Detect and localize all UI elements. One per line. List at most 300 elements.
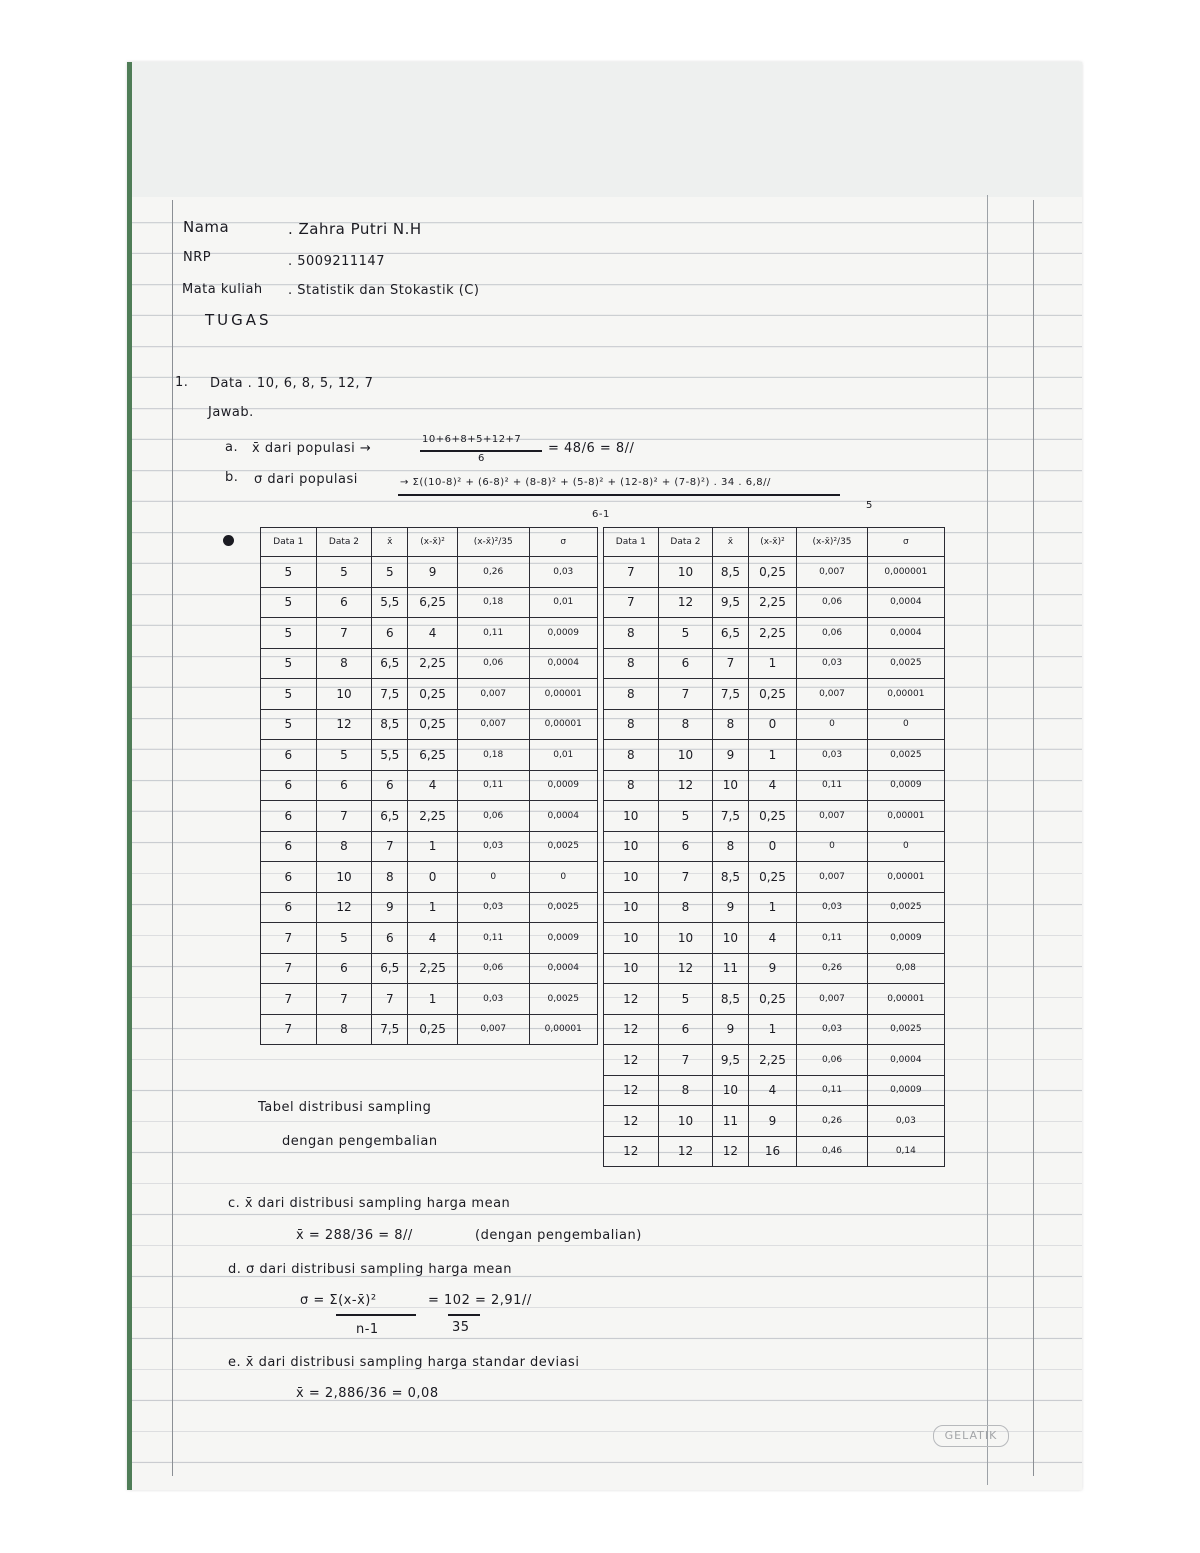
- table-cell: 0,25: [748, 557, 797, 588]
- table-cell: 0,007: [797, 984, 867, 1015]
- table-cell: 0: [867, 831, 944, 862]
- table-cell: 6: [261, 801, 317, 832]
- table-cell: 6,5: [372, 648, 408, 679]
- table-cell: 0,03: [797, 648, 867, 679]
- table-cell: 0,0025: [529, 984, 597, 1015]
- table-cell: 5: [261, 648, 317, 679]
- name-value: . Zahra Putri N.H: [288, 220, 422, 238]
- table-cell: 0,0004: [867, 1045, 944, 1076]
- table-row: [604, 709, 945, 740]
- table-cell: 5,5: [372, 587, 408, 618]
- table-row: [261, 862, 598, 893]
- table-cell: 6: [372, 923, 408, 954]
- table-cell: 5: [372, 557, 408, 588]
- table-cell: 12: [316, 709, 372, 740]
- table-cell: 0,007: [797, 862, 867, 893]
- column-header: Data 1: [604, 528, 659, 557]
- table-cell: 0,11: [797, 770, 867, 801]
- table-cell: 6,5: [372, 801, 408, 832]
- table-cell: 1: [748, 648, 797, 679]
- problem-number: 1.: [175, 375, 189, 390]
- table-cell: 6: [316, 587, 372, 618]
- table-cell: 6: [658, 648, 713, 679]
- table-cell: 0,25: [748, 801, 797, 832]
- table-cell: 9: [372, 892, 408, 923]
- part-b-numerator: → Σ((10-8)² + (6-8)² + (8-8)² + (5-8)² + (12-8)² + (7-8)²) . 34 . 6,8//: [400, 477, 771, 488]
- table-row: [604, 801, 945, 832]
- table-cell: 0,26: [797, 1106, 867, 1137]
- part-a-label: a.: [225, 440, 239, 455]
- table-cell: 9: [408, 557, 458, 588]
- table-cell: 0,0009: [529, 618, 597, 649]
- table-row: [604, 740, 945, 771]
- course-value: . Statistik dan Stokastik (C): [288, 283, 480, 298]
- table-cell: 7: [261, 923, 317, 954]
- table-cell: 6: [372, 618, 408, 649]
- part-d-result: = 102 = 2,91//: [428, 1293, 532, 1308]
- table-row: [604, 862, 945, 893]
- table-row: [261, 1014, 598, 1045]
- table-cell: 5: [316, 557, 372, 588]
- table-cell: 4: [748, 923, 797, 954]
- assignment-title: TUGAS: [205, 311, 272, 329]
- column-header: σ: [867, 528, 944, 557]
- table-cell: 0,007: [797, 679, 867, 710]
- table-cell: 0,0004: [529, 801, 597, 832]
- nrp-value: . 5009211147: [288, 254, 385, 269]
- table-cell: 10: [713, 770, 748, 801]
- nrp-label: NRP: [183, 250, 212, 265]
- table-cell: 0,0025: [867, 648, 944, 679]
- table-cell: 7: [658, 1045, 713, 1076]
- table-cell: 10: [604, 953, 659, 984]
- table-cell: 11: [713, 953, 748, 984]
- table-cell: 2,25: [408, 953, 458, 984]
- part-b-text: σ dari populasi: [254, 472, 358, 487]
- table-cell: 0,08: [867, 953, 944, 984]
- table-cell: 0,25: [408, 679, 458, 710]
- table-header-row: [261, 528, 598, 557]
- table-cell: 10: [658, 740, 713, 771]
- table-row: [604, 1045, 945, 1076]
- table-cell: 0,14: [867, 1136, 944, 1167]
- table-cell: 8: [658, 709, 713, 740]
- table-cell: 0: [457, 862, 529, 893]
- table-cell: 5,5: [372, 740, 408, 771]
- table-cell: 2,25: [748, 618, 797, 649]
- table-row: [604, 679, 945, 710]
- part-d-denominator-2: 35: [452, 1320, 470, 1335]
- table-cell: 0: [867, 709, 944, 740]
- table-cell: 10: [604, 892, 659, 923]
- table-cell: 12: [658, 770, 713, 801]
- table-cell: 8: [604, 740, 659, 771]
- table-row: [261, 923, 598, 954]
- table-cell: 7,5: [372, 679, 408, 710]
- table-cell: 0,06: [457, 648, 529, 679]
- table-row: [604, 892, 945, 923]
- table-cell: 0,03: [797, 1014, 867, 1045]
- table-cell: 6: [261, 831, 317, 862]
- table-row: [604, 984, 945, 1015]
- table-cell: 0,000001: [867, 557, 944, 588]
- answer-label: Jawab.: [208, 405, 254, 420]
- table-cell: 0,0004: [867, 587, 944, 618]
- table-cell: 7: [316, 984, 372, 1015]
- part-a-fraction-bar: [420, 450, 542, 452]
- table-cell: 7: [261, 984, 317, 1015]
- table-cell: 0,00001: [867, 679, 944, 710]
- table-cell: 0,11: [457, 923, 529, 954]
- bullet-point: [223, 535, 234, 546]
- table-cell: 0: [529, 862, 597, 893]
- table-cell: 0,0004: [867, 618, 944, 649]
- column-header: (x-x̄)²/35: [457, 528, 529, 557]
- table-cell: 0,00001: [867, 862, 944, 893]
- table-cell: 4: [408, 923, 458, 954]
- table-row: [261, 740, 598, 771]
- table-cell: 11: [713, 1106, 748, 1137]
- problem-data: Data . 10, 6, 8, 5, 12, 7: [210, 376, 374, 391]
- part-b-fraction-bar: [398, 494, 840, 496]
- table-cell: 16: [748, 1136, 797, 1167]
- table-cell: 8: [713, 709, 748, 740]
- table-row: [261, 587, 598, 618]
- table-cell: 0,00001: [529, 679, 597, 710]
- table-cell: 0,0025: [867, 892, 944, 923]
- table-cell: 9: [713, 892, 748, 923]
- table-row: [261, 557, 598, 588]
- column-header: (x-x̄)²: [408, 528, 458, 557]
- table-cell: 7: [316, 801, 372, 832]
- table-cell: 7,5: [372, 1014, 408, 1045]
- table-cell: 6: [261, 740, 317, 771]
- part-a-text: x̄ dari populasi →: [252, 441, 372, 456]
- table-cell: 1: [408, 831, 458, 862]
- table-cell: 0,0009: [529, 923, 597, 954]
- table-row: [604, 770, 945, 801]
- table-cell: 10: [713, 923, 748, 954]
- table-row: [604, 648, 945, 679]
- table-cell: 5: [658, 801, 713, 832]
- table-cell: 0,01: [529, 740, 597, 771]
- table-cell: 0,0025: [867, 740, 944, 771]
- part-d-fraction-bar-2: [448, 1314, 480, 1316]
- table-cell: 0,25: [408, 709, 458, 740]
- right-margin-line: [987, 195, 988, 1485]
- column-header: x̄: [372, 528, 408, 557]
- column-header: (x-x̄)²: [748, 528, 797, 557]
- table-cell: 10: [658, 1106, 713, 1137]
- column-header: Data 2: [316, 528, 372, 557]
- table-cell: 7: [372, 984, 408, 1015]
- table-cell: 5: [261, 709, 317, 740]
- table-cell: 8: [658, 1075, 713, 1106]
- table-cell: 10: [658, 923, 713, 954]
- table-row: [261, 770, 598, 801]
- table-cell: 7: [604, 587, 659, 618]
- table-caption-line2: dengan pengembalian: [282, 1134, 438, 1149]
- table-cell: 6: [261, 892, 317, 923]
- table-cell: 2,25: [748, 1045, 797, 1076]
- part-c-formula: x̄ = 288/36 = 8//: [296, 1228, 413, 1243]
- table-cell: 0,007: [797, 801, 867, 832]
- table-cell: 0,25: [748, 984, 797, 1015]
- part-d-denominator-1: n-1: [356, 1322, 379, 1337]
- table-row: [261, 892, 598, 923]
- table-cell: 0,11: [797, 923, 867, 954]
- table-row: [604, 587, 945, 618]
- table-cell: 6: [658, 1014, 713, 1045]
- table-cell: 9: [713, 740, 748, 771]
- table-cell: 2,25: [408, 648, 458, 679]
- table-cell: 6: [372, 770, 408, 801]
- page-top-margin: [132, 62, 1082, 197]
- part-e-formula: x̄ = 2,886/36 = 0,08: [296, 1386, 439, 1401]
- table-cell: 2,25: [408, 801, 458, 832]
- column-header: (x-x̄)²/35: [797, 528, 867, 557]
- table-cell: 5: [261, 557, 317, 588]
- table-row: [604, 1106, 945, 1137]
- table-cell: 5: [316, 740, 372, 771]
- table-cell: 12: [604, 1106, 659, 1137]
- table-cell: 12: [604, 1014, 659, 1045]
- table-cell: 4: [748, 1075, 797, 1106]
- table-row: [261, 831, 598, 862]
- part-b-denominator: 6-1: [592, 509, 610, 520]
- table-cell: 0,26: [797, 953, 867, 984]
- table-cell: 1: [408, 892, 458, 923]
- table-cell: 7: [372, 831, 408, 862]
- table-cell: 0,007: [457, 679, 529, 710]
- table-cell: 0,0009: [867, 923, 944, 954]
- table-cell: 5: [316, 923, 372, 954]
- table-row: [261, 648, 598, 679]
- table-cell: 12: [658, 1136, 713, 1167]
- table-cell: 0,06: [457, 801, 529, 832]
- table-cell: 7,5: [713, 679, 748, 710]
- table-cell: 0,00001: [867, 984, 944, 1015]
- table-cell: 6: [316, 953, 372, 984]
- table-cell: 8: [604, 709, 659, 740]
- table-cell: 0,06: [797, 587, 867, 618]
- table-row: [604, 1014, 945, 1045]
- table-cell: 0,0004: [529, 648, 597, 679]
- table-row: [604, 618, 945, 649]
- table-cell: 10: [604, 923, 659, 954]
- table-cell: 5: [658, 618, 713, 649]
- table-cell: 0,11: [797, 1075, 867, 1106]
- table-cell: 6: [658, 831, 713, 862]
- part-b-label: b.: [225, 470, 239, 485]
- table-cell: 6: [261, 770, 317, 801]
- table-cell: 2,25: [748, 587, 797, 618]
- table-cell: 0,0004: [529, 953, 597, 984]
- table-cell: 1: [748, 740, 797, 771]
- table-cell: 10: [604, 801, 659, 832]
- course-label: Mata kuliah: [182, 282, 263, 297]
- table-cell: 4: [748, 770, 797, 801]
- table-cell: 0,46: [797, 1136, 867, 1167]
- table-row: [261, 709, 598, 740]
- column-header: x̄: [713, 528, 748, 557]
- table-cell: 7: [316, 618, 372, 649]
- table-cell: 0,0009: [867, 1075, 944, 1106]
- table-cell: 1: [748, 892, 797, 923]
- table-cell: 0,007: [457, 709, 529, 740]
- table-cell: 0,03: [797, 892, 867, 923]
- table-cell: 6,25: [408, 740, 458, 771]
- part-a-numerator: 10+6+8+5+12+7: [422, 434, 522, 445]
- column-header: σ: [529, 528, 597, 557]
- table-cell: 8: [604, 770, 659, 801]
- table-cell: 6,5: [372, 953, 408, 984]
- table-cell: 7: [604, 557, 659, 588]
- table-cell: 0,0025: [529, 831, 597, 862]
- table-cell: 8: [604, 679, 659, 710]
- table-row: [604, 923, 945, 954]
- table-row: [261, 801, 598, 832]
- table-cell: 0,00001: [867, 801, 944, 832]
- table-cell: 8,5: [713, 557, 748, 588]
- table-cell: 5: [261, 618, 317, 649]
- part-e-title: e. x̄ dari distribusi sampling harga standar deviasi: [228, 1355, 580, 1370]
- table-cell: 4: [408, 618, 458, 649]
- table-cell: 0,0025: [867, 1014, 944, 1045]
- table-cell: 9: [713, 1014, 748, 1045]
- table-cell: 0,25: [748, 862, 797, 893]
- table-cell: 8: [713, 831, 748, 862]
- table-cell: 8,5: [713, 984, 748, 1015]
- part-d-title: d. σ dari distribusi sampling harga mean: [228, 1262, 512, 1277]
- table-cell: 10: [316, 862, 372, 893]
- table-cell: 0: [748, 709, 797, 740]
- table-cell: 1: [408, 984, 458, 1015]
- table-cell: 0,00001: [529, 1014, 597, 1045]
- table-row: [604, 953, 945, 984]
- table-cell: 0,00001: [529, 709, 597, 740]
- notebook-brand-logo: GELATIK: [933, 1425, 1009, 1447]
- table-cell: 6,5: [713, 618, 748, 649]
- part-d-fraction-bar-1: [336, 1314, 416, 1316]
- column-header: Data 2: [658, 528, 713, 557]
- table-cell: 0,18: [457, 740, 529, 771]
- table-cell: 0,06: [797, 618, 867, 649]
- table-cell: 7: [261, 1014, 317, 1045]
- table-cell: 0,03: [529, 557, 597, 588]
- table-cell: 12: [604, 1045, 659, 1076]
- table-header-row: [604, 528, 945, 557]
- table-cell: 10: [316, 679, 372, 710]
- table-cell: 0,06: [457, 953, 529, 984]
- table-cell: 8,5: [713, 862, 748, 893]
- table-caption-line1: Tabel distribusi sampling: [258, 1100, 432, 1115]
- table-cell: 12: [658, 953, 713, 984]
- name-label: Nama: [183, 218, 230, 236]
- table-cell: 5: [658, 984, 713, 1015]
- table-cell: 0,03: [457, 984, 529, 1015]
- table-cell: 0,26: [457, 557, 529, 588]
- table-cell: 0,11: [457, 770, 529, 801]
- table-cell: 8: [316, 831, 372, 862]
- table-cell: 0,03: [457, 892, 529, 923]
- table-cell: 8: [316, 648, 372, 679]
- table-cell: 6: [261, 862, 317, 893]
- table-cell: 0: [797, 709, 867, 740]
- table-cell: 7: [261, 953, 317, 984]
- table-cell: 9: [748, 1106, 797, 1137]
- table-cell: 8,5: [372, 709, 408, 740]
- table-cell: 8: [372, 862, 408, 893]
- table-cell: 12: [658, 587, 713, 618]
- table-row: [261, 953, 598, 984]
- table-row: [604, 557, 945, 588]
- part-a-denominator: 6: [478, 453, 485, 464]
- table-cell: 12: [713, 1136, 748, 1167]
- table-cell: 0,0009: [529, 770, 597, 801]
- table-cell: 12: [604, 1075, 659, 1106]
- part-b-denominator-5: 5: [866, 500, 873, 511]
- sampling-table-left: [260, 527, 598, 1045]
- table-cell: 0,0009: [867, 770, 944, 801]
- table-cell: 0,25: [408, 1014, 458, 1045]
- table-cell: 8: [604, 618, 659, 649]
- part-c-title: c. x̄ dari distribusi sampling harga mean: [228, 1196, 511, 1211]
- part-a-result: = 48/6 = 8//: [548, 441, 635, 456]
- table-cell: 12: [604, 1136, 659, 1167]
- table-cell: 7: [658, 679, 713, 710]
- table-cell: 7: [658, 862, 713, 893]
- table-cell: 0,03: [797, 740, 867, 771]
- part-d-formula: σ = Σ(x-x̄)²: [300, 1293, 377, 1308]
- table-cell: 0,03: [867, 1106, 944, 1137]
- table-cell: 0,06: [797, 1045, 867, 1076]
- table-cell: 4: [408, 770, 458, 801]
- table-cell: 0: [408, 862, 458, 893]
- table-cell: 9,5: [713, 587, 748, 618]
- table-cell: 0,25: [748, 679, 797, 710]
- table-cell: 0: [748, 831, 797, 862]
- table-row: [261, 984, 598, 1015]
- table-cell: 9: [748, 953, 797, 984]
- table-cell: 5: [261, 679, 317, 710]
- sampling-table-right: [603, 527, 945, 1167]
- table-cell: 12: [316, 892, 372, 923]
- table-cell: 10: [658, 557, 713, 588]
- table-cell: 8: [604, 648, 659, 679]
- table-cell: 0,03: [457, 831, 529, 862]
- table-cell: 10: [604, 862, 659, 893]
- table-cell: 8: [316, 1014, 372, 1045]
- table-cell: 10: [713, 1075, 748, 1106]
- column-header: Data 1: [261, 528, 317, 557]
- table-cell: 0: [797, 831, 867, 862]
- table-cell: 0,0025: [529, 892, 597, 923]
- table-cell: 5: [261, 587, 317, 618]
- table-row: [604, 831, 945, 862]
- table-cell: 10: [604, 831, 659, 862]
- table-row: [261, 618, 598, 649]
- table-cell: 7: [713, 648, 748, 679]
- table-cell: 0,007: [457, 1014, 529, 1045]
- table-cell: 0,01: [529, 587, 597, 618]
- table-cell: 0,11: [457, 618, 529, 649]
- table-cell: 0,007: [797, 557, 867, 588]
- table-cell: 12: [604, 984, 659, 1015]
- table-cell: 1: [748, 1014, 797, 1045]
- table-cell: 0,18: [457, 587, 529, 618]
- table-cell: 6,25: [408, 587, 458, 618]
